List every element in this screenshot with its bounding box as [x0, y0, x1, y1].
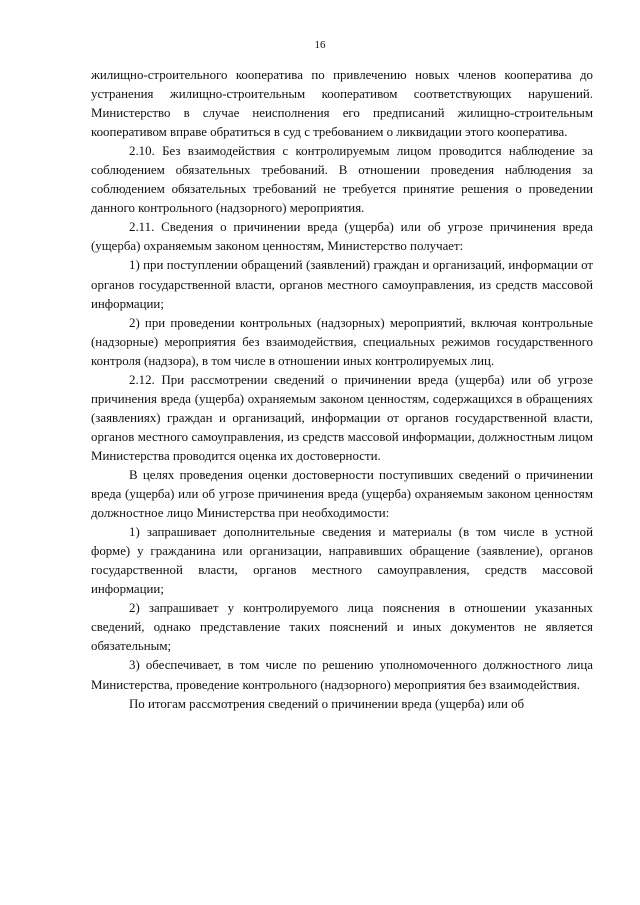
list-item: 1) при поступлении обращений (заявлений) граждан и организаций, информации от органов государственной власти, органов местного самоуправления, из средств массовой информации; — [91, 258, 593, 311]
list-item: 1) запрашивает дополнительные сведения и материалы (в том числе в устной форме) у гражданина или организации, направивших обращение (заявление), органов государственной власти, органов местного самоуправления, средств массовой информации; — [91, 525, 593, 597]
list-item: 3) обеспечивает, в том числе по решению уполномоченного должностного лица Министерства, проведение контрольного (надзорного) мероприятия без взаимодействия. — [91, 658, 593, 692]
list-item: 2) запрашивает у контролируемого лица пояснения в отношении указанных сведений, однако представление таких пояснений и иных документов не является обязательным; — [91, 601, 593, 654]
paragraph: В целях проведения оценки достоверности поступивших сведений о причинении вреда (ущерба) или об угрозе причинения вреда (ущерба) охраняемым законом ценностям должностное лицо Министерства при необходимости: — [91, 467, 593, 521]
document-body — [91, 66, 593, 714]
paragraph: 2.12. При рассмотрении сведений о причинении вреда (ущерба) или об угрозе причинения вреда (ущерба) охраняемым законом ценностям, содержащихся в обращениях (заявлениях) граждан и организаций, информации от органов государственной власти, органов местного самоуправления, из средств массовой информации, должностным лицом Министерства проводится оценка их достоверности. — [91, 372, 593, 463]
page-number: 16 — [314, 39, 326, 51]
paragraph: жилищно-строительного кооператива по привлечению новых членов кооператива до устранения жилищно-строительным кооперативом соответствующих нарушений. Министерство в случае неисполнения его предписаний жилищно-строительным кооперативом вправе обратиться в суд с требованием о ликвидации этого кооператива. — [91, 68, 593, 140]
paragraph: По итогам рассмотрения сведений о причинении вреда (ущерба) или об — [129, 696, 525, 711]
paragraph: 2.10. Без взаимодействия с контролируемым лицом проводится наблюдение за соблюдением обязательных требований. В отношении проведения наблюдения за соблюдением обязательных требований не требуется принятие решения о проведении данного контрольного (надзорного) мероприятия. — [91, 144, 593, 216]
paragraph: 2.11. Сведения о причинении вреда (ущерба) или об угрозе причинения вреда (ущерба) охраняемым законом ценностям, Министерство получает: — [91, 220, 593, 254]
list-item: 2) при проведении контрольных (надзорных) мероприятий, включая контрольные (надзорные) мероприятия без взаимодействия, специальных режимов государственного контроля (надзора), в том числе в отношении иных контролируемых лиц. — [91, 315, 593, 368]
